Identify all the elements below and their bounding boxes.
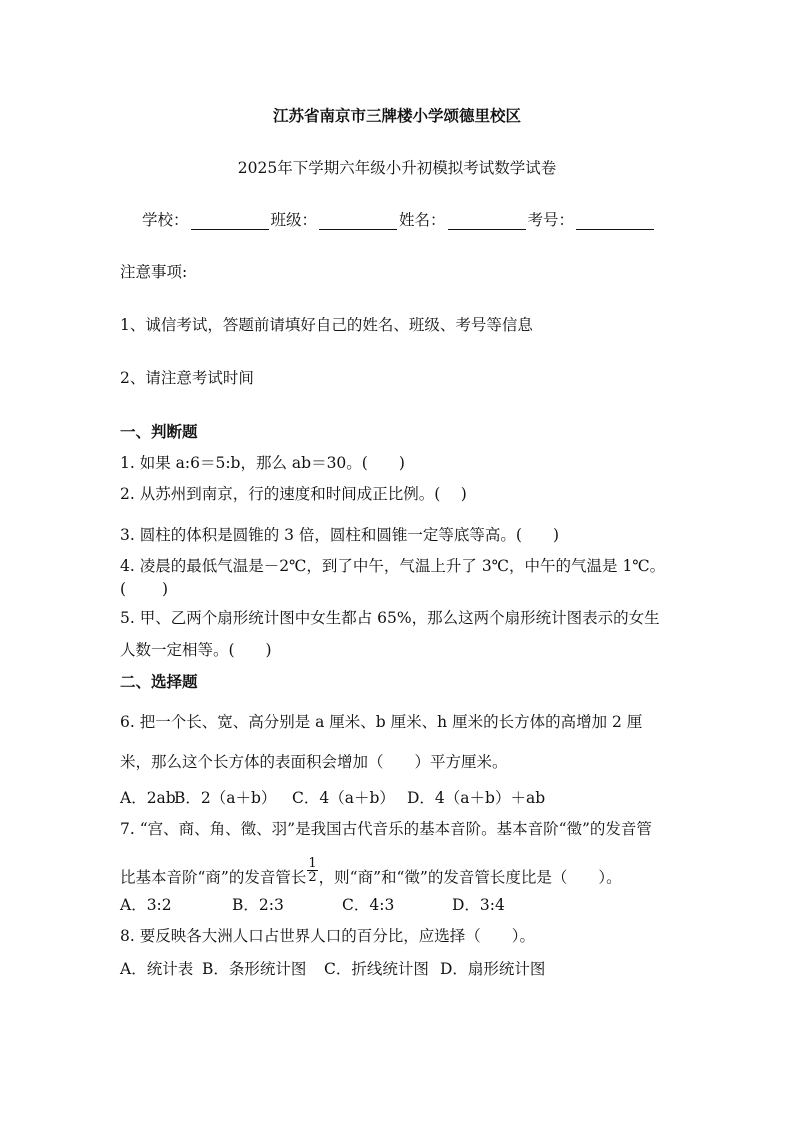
q6-option-a: A．2ab (120, 789, 176, 807)
exam-id-field[interactable] (576, 214, 654, 230)
question-7-line-1: 7. “宫、商、角、徵、羽”是我国古代音乐的基本音阶。基本音阶“徵”的发音管 (120, 820, 652, 838)
fraction-denominator: 2 (308, 870, 317, 885)
q6-option-d: D．4（a＋b）＋ab (407, 789, 546, 807)
question-7-options (120, 896, 505, 915)
q7-text-before-fraction: 比基本音阶“商”的发音管长 (120, 868, 307, 887)
q8-option-d: D．扇形统计图 (440, 960, 546, 978)
question-6-line-1: 6. 把一个长、宽、高分别是 a 厘米、b 厘米、h 厘米的长方体的高增加 2 厘 (120, 713, 643, 731)
section-1-heading: 一、判断题 (120, 422, 198, 441)
question-3: 3. 圆柱的体积是圆锥的 3 倍，圆柱和圆锥一定等底等高。( ) (120, 526, 560, 544)
q8-option-c: C．折线统计图 (324, 960, 429, 978)
section-2-heading: 二、选择题 (120, 672, 198, 691)
q8-option-a: A．统计表 (120, 960, 194, 978)
question-5-line-1: 5. 甲、乙两个扇形统计图中女生都占 65%，那么这两个扇形统计图表示的女生 (120, 609, 660, 627)
notes-heading: 注意事项: (120, 263, 188, 281)
one-half-fraction (307, 857, 317, 884)
question-8: 8. 要反映各大洲人口占世界人口的百分比，应选择（ ）。 (120, 927, 535, 945)
name-label: 姓名： (399, 211, 446, 229)
fraction-numerator: 1 (308, 856, 317, 871)
q7-option-c: C．4:3 (342, 896, 395, 914)
exam-title: 2025年下学期六年级小升初模拟考试数学试卷 (237, 159, 557, 177)
question-6-options (120, 789, 545, 808)
q7-option-b: B．2:3 (232, 896, 284, 914)
school-field[interactable] (191, 214, 269, 230)
student-info-row (142, 211, 656, 230)
q7-option-d: D．3:4 (452, 896, 505, 914)
question-1: 1. 如果 a:6＝5:b，那么 ab＝30。( ) (120, 454, 405, 472)
question-5-line-2: 人数一定相等。( ) (120, 641, 272, 659)
question-7-line-2 (120, 856, 622, 892)
exam-id-label: 考号： (527, 211, 575, 229)
q7-option-a: A．3:2 (120, 896, 172, 914)
school-name-heading: 江苏省南京市三牌楼小学颂德里校区 (272, 106, 521, 125)
question-4-line-2: ( ) (120, 580, 169, 598)
class-field[interactable] (319, 214, 397, 230)
note-item-2: 2、请注意考试时间 (120, 369, 254, 387)
class-label: 班级： (270, 211, 318, 229)
q6-option-b: B．2（a＋b） (174, 789, 277, 807)
q6-option-c: C．4（a＋b） (292, 789, 395, 807)
question-6-line-2: 米，那么这个长方体的表面积会增加（ ）平方厘米。 (120, 753, 508, 771)
question-4-line-1: 4. 凌晨的最低气温是－2℃，到了中午，气温上升了 3℃，中午的气温是 1℃。 (120, 557, 666, 575)
name-field[interactable] (448, 214, 526, 230)
school-label: 学校： (142, 211, 189, 229)
q8-option-b: B．条形统计图 (202, 960, 307, 978)
note-item-1: 1、诚信考试，答题前请填好自己的姓名、班级、考号等信息 (120, 316, 533, 334)
question-2: 2. 从苏州到南京，行的速度和时间成正比例。( ) (120, 485, 467, 503)
question-8-options (120, 960, 545, 979)
q7-text-after-fraction: ，则“商”和“徵”的发音管长度比是（ ）。 (318, 868, 622, 887)
